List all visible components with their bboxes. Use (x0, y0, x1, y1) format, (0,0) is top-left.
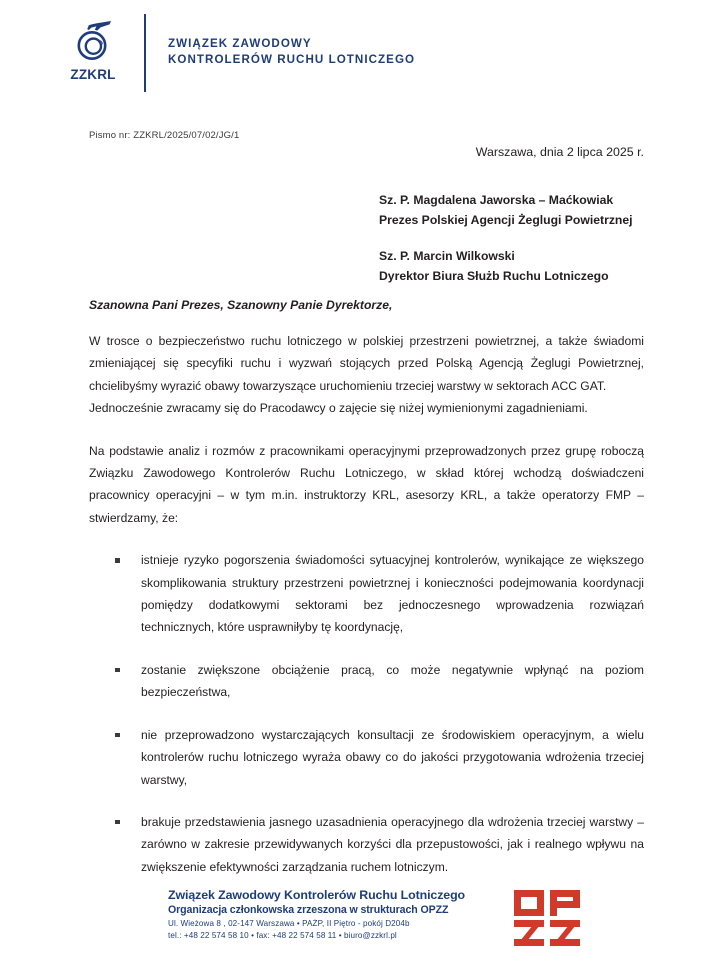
list-item (115, 549, 644, 639)
footer-address: Ul. Wieżowa 8 , 02-147 Warszawa • PAŻP, II Piętro - pokój D204b (168, 919, 410, 928)
list-item-text: istnieje ryzyko pogorszenia świadomości sytuacyjnej kontrolerów, wynikające ze większego skomplikowania struktury przestrzeni powietrznej i konieczności podejmowania koordynacji pomiędzy dodatkowymi sektorami bez jednoczesnego wprowadzenia rozwiązań technicznych, które usprawniłyby tę koordynację, (141, 553, 644, 635)
list-item (115, 724, 644, 791)
footer-membership: Organizacja członkowska zrzeszona w strukturach OPZZ (168, 904, 449, 916)
opzz-logo-icon (512, 939, 584, 956)
footer-contact: tel.: +48 22 574 58 10 • fax: +48 22 574 58 11 • biuro@zzkrl.pl (168, 930, 397, 940)
addressee-1-name: Sz. P. Magdalena Jaworska – Maćkowiak (379, 193, 614, 207)
document-reference: Pismo nr: ZZKRL/2025/07/02/JG/1 (89, 130, 240, 141)
logo-wordmark: ZZKRL (70, 67, 116, 82)
airplane-eye-circle-icon (67, 18, 119, 66)
opzz-logo (512, 884, 584, 957)
square-bullet-icon (115, 558, 120, 563)
addressee-2-title: Dyrektor Biura Służb Ruchu Lotniczego (379, 269, 609, 283)
paragraph-1b: Jednocześnie zwracamy się do Pracodawcy o zajęcie się niżej wymienionymi zagadnieniami. (89, 401, 588, 416)
header-divider (144, 14, 146, 92)
paragraph-1: W trosce o bezpieczeństwo ruchu lotniczego w polskiej przestrzeni powietrznej, a także świadomi zmieniającej się specyfiki ruchu i wyzwań stojących przed Polską Agencją Żeglugi Powietrznej, chcielibyśmy wyrazić obawy towarzyszące uruchomieniu trzeciej warstwy w sektorach ACC GAT. (89, 334, 644, 393)
footer-text-block (168, 888, 498, 941)
org-name-line-1: ZWIĄZEK ZAWODOWY (168, 37, 312, 50)
square-bullet-icon (115, 668, 120, 673)
addressee-1 (379, 190, 633, 230)
list-item (115, 811, 644, 878)
list-item (115, 659, 644, 704)
addressee-block (379, 190, 633, 286)
letterhead (60, 14, 415, 92)
footer-org-name: Związek Zawodowy Kontrolerów Ruchu Lotniczego (168, 888, 466, 902)
letter-body (89, 330, 644, 878)
list-item-text: brakuje przedstawienia jasnego uzasadnienia operacyjnego dla wdrożenia trzeciej warstwy – zarówno w zakresie przewidywanych korzyści dla przepustowości, jak i realnego wpływu na zwiększenie efektywności zarządzania ruchem lotniczym. (141, 814, 644, 874)
paragraph-2: Na podstawie analiz i rozmów z pracownikami operacyjnymi przeprowadzonych przez grupę roboczą Związku Zawodowego Kontrolerów Ruchu Lotniczego, w skład której wchodzą doświadczeni pracownicy operacyjni – w tym m.in. instruktorzy KRL, asesorzy KRL, a także operatorzy FMP – stwierdzamy, że: (89, 443, 644, 525)
list-item-text: nie przeprowadzono wystarczających konsultacji ze środowiskiem operacyjnym, a wielu kontrolerów ruchu lotniczego wyraża obawy co do jakości przygotowania wdrożenia trzeciej warstwy, (141, 727, 644, 787)
organization-name (168, 14, 415, 68)
claims-list (89, 549, 644, 878)
square-bullet-icon (115, 733, 120, 738)
place-and-date: Warszawa, dnia 2 lipca 2025 r. (475, 145, 644, 159)
addressee-1-title: Prezes Polskiej Agencji Żeglugi Powietrznej (379, 213, 633, 227)
square-bullet-icon (115, 820, 120, 825)
org-name-line-2: KONTROLERÓW RUCHU LOTNICZEGO (168, 53, 416, 66)
zzkrl-logo (60, 14, 126, 82)
page-footer (168, 888, 584, 957)
addressee-2-name: Sz. P. Marcin Wilkowski (379, 249, 515, 263)
salutation: Szanowna Pani Prezes, Szanowny Panie Dyrektorze, (89, 298, 393, 312)
list-item-text: zostanie zwiększone obciążenie pracą, co może negatywnie wpłynąć na poziom bezpieczeństwa, (141, 662, 644, 700)
addressee-2 (379, 246, 633, 286)
